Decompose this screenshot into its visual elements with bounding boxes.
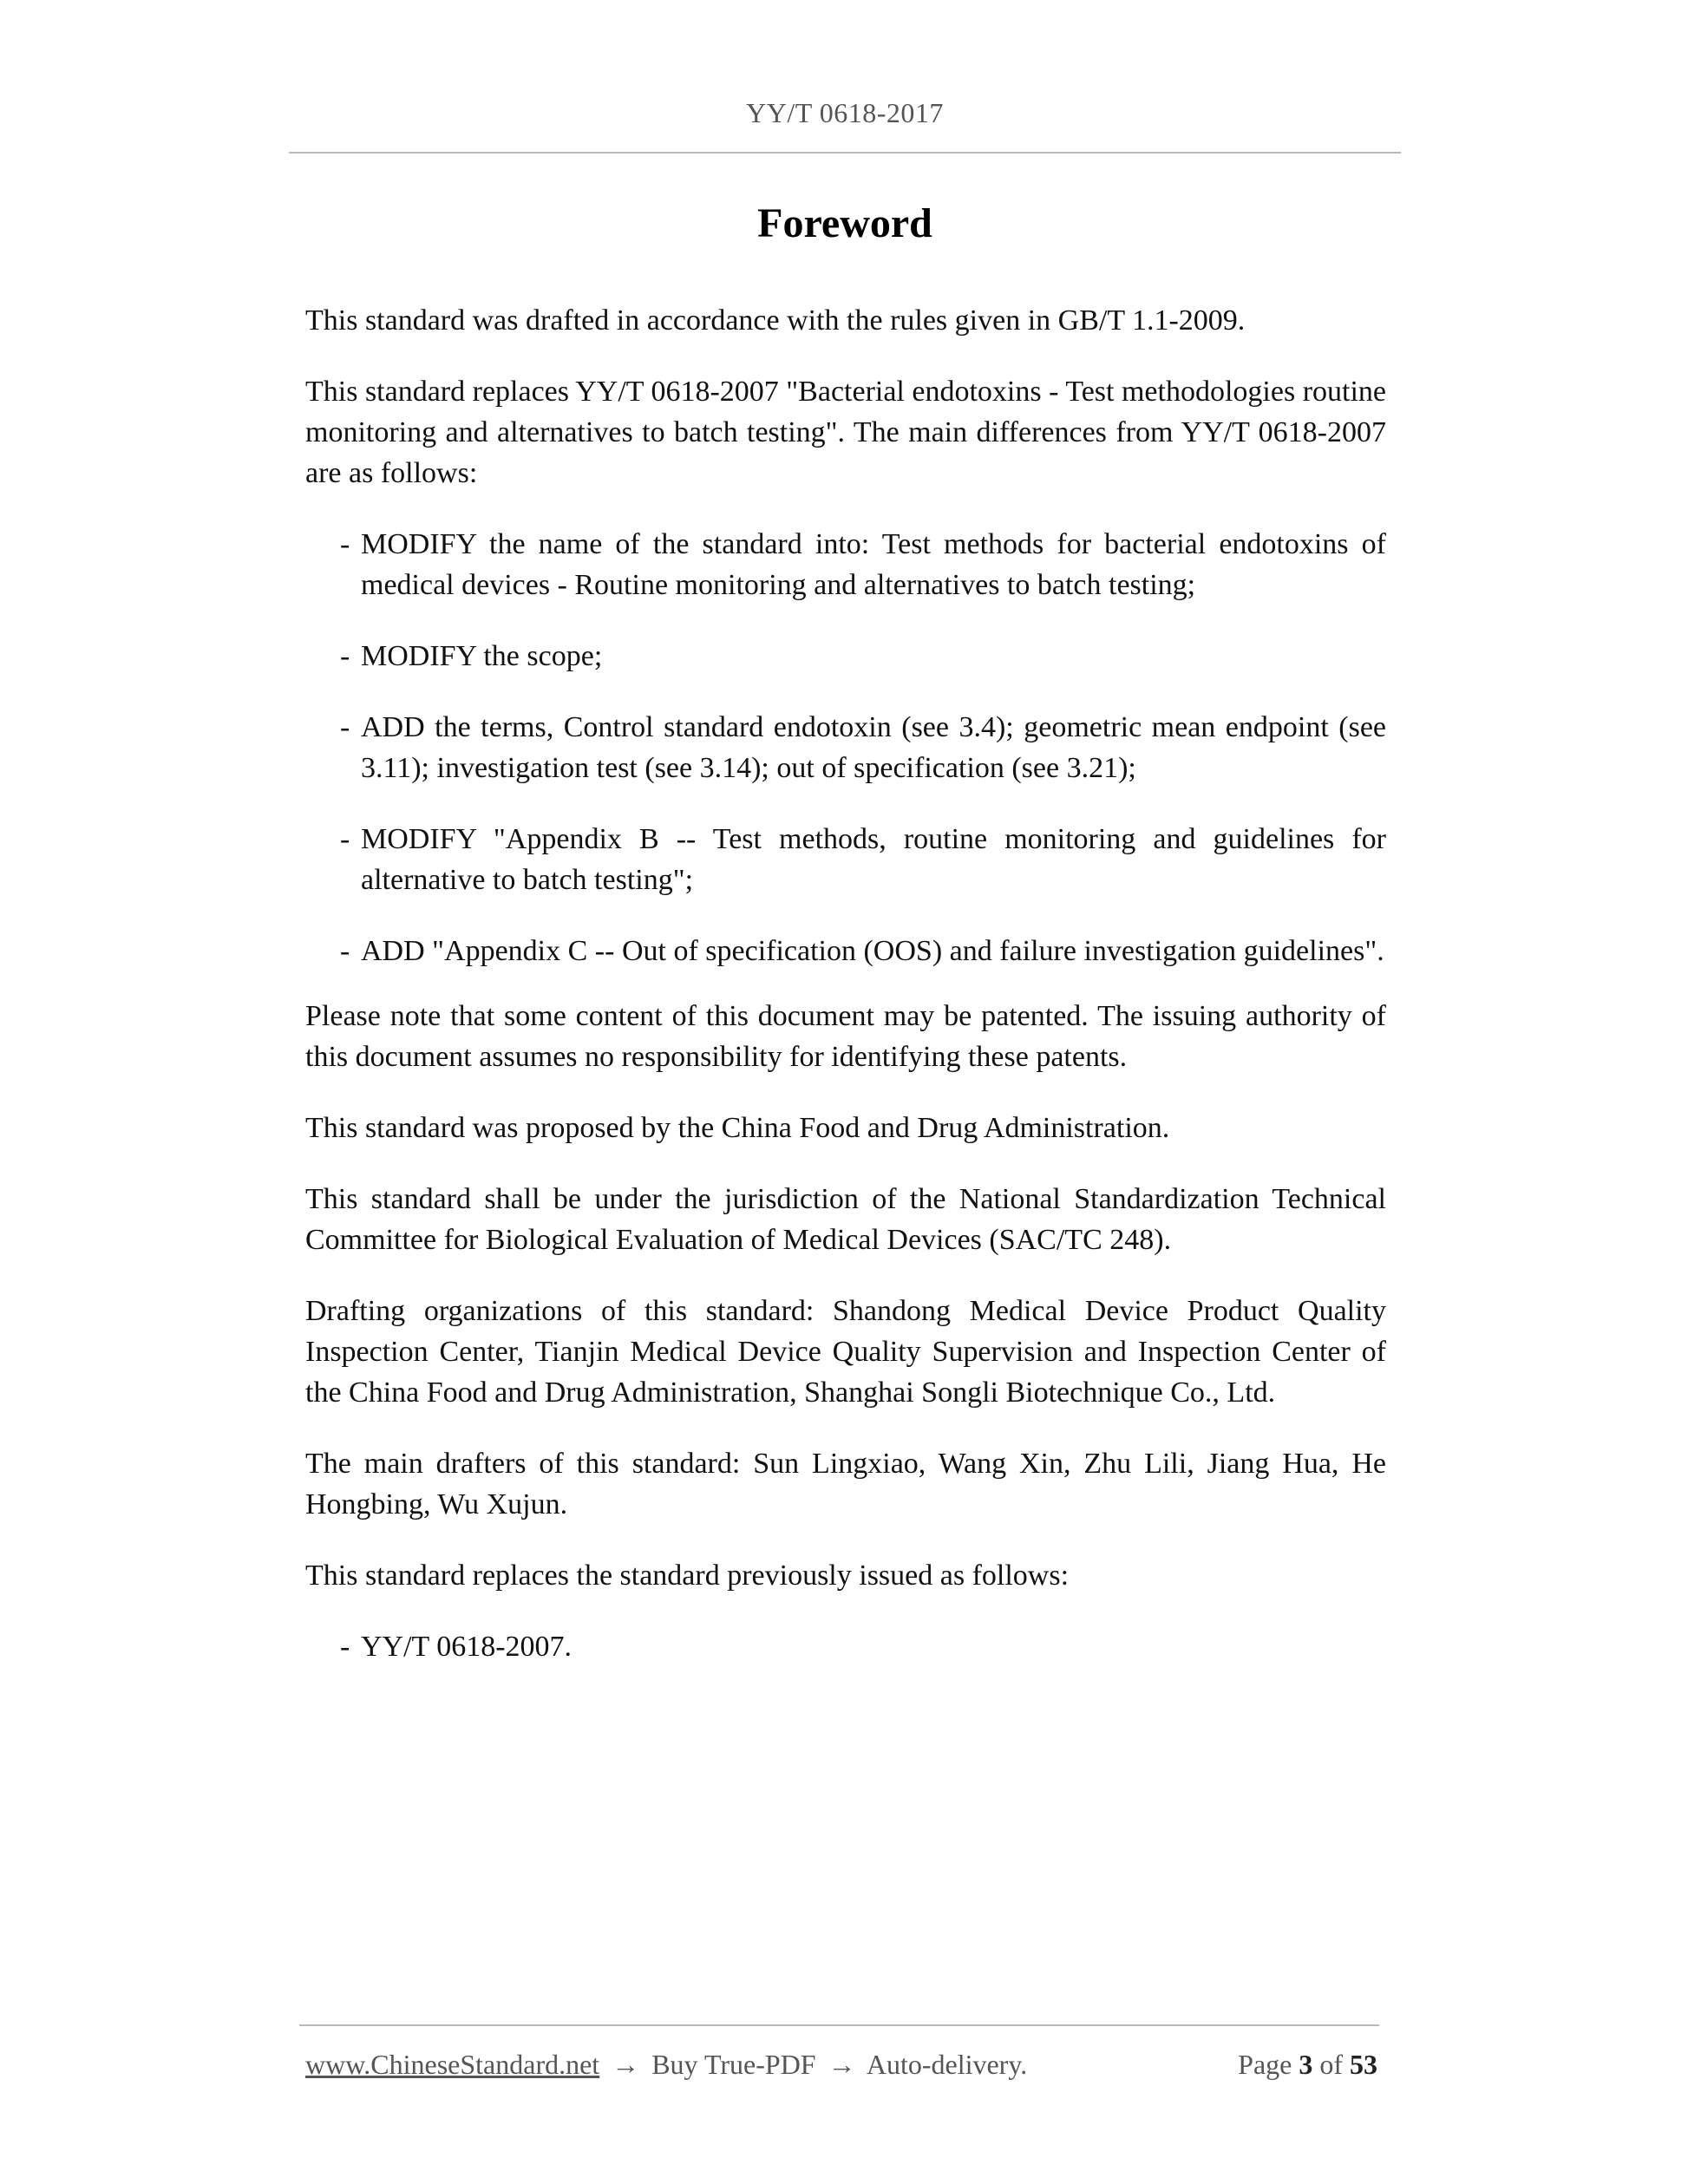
- paragraph-jurisdiction: This standard shall be under the jurisdiction of the National Standardization Technical Committee for Biological Evaluation of Medical Devices (SAC/TC 248).: [305, 1183, 1386, 1256]
- change-item-text: ADD "Appendix C -- Out of specification (OOS) and failure investigation guidelines".: [361, 935, 1384, 967]
- bullet-dash: -: [340, 823, 350, 855]
- page-title: Foreword: [757, 200, 932, 246]
- footer-promo: [305, 2049, 1027, 2081]
- header-divider: [289, 152, 1401, 154]
- previous-edition-text: YY/T 0618-2007.: [361, 1631, 572, 1663]
- paragraph-drafting-rules: This standard was drafted in accordance with the rules given in GB/T 1.1-2009.: [305, 304, 1246, 337]
- change-item-text: MODIFY "Appendix B -- Test methods, routine monitoring and guidelines for alternative to batch testing";: [361, 823, 1386, 896]
- site-link[interactable]: www.ChineseStandard.net: [305, 2049, 600, 2080]
- foreword-body: [305, 300, 1386, 1697]
- arrow-right-icon: →: [612, 2049, 640, 2080]
- change-item: [305, 524, 1386, 605]
- paragraph-drafting-organizations: Drafting organizations of this standard: Shandong Medical Device Product Quality Inspection Center, Tianjin Medical Device Quality Supervision and Inspection Center of the China Food and Drug Administration, Shanghai Songli Biotechnique Co., Ltd.: [305, 1295, 1386, 1409]
- change-item: [305, 819, 1386, 900]
- paragraph-replaces: This standard replaces YY/T 0618-2007 "Bacterial endotoxins - Test methodologies routine monitoring and alternatives to batch testing". The main differences from YY/T 0618-2007 are as follows:: [305, 376, 1386, 489]
- footer-divider: [299, 2024, 1379, 2026]
- delivery-text: Auto-delivery.: [866, 2049, 1028, 2080]
- paragraph-previous-editions: This standard replaces the standard previously issued as follows:: [305, 1560, 1070, 1592]
- current-page-number: 3: [1299, 2049, 1313, 2080]
- bullet-dash: -: [340, 711, 350, 743]
- change-item-text: MODIFY the name of the standard into: Test methods for bacterial endotoxins of medical devices - Routine monitoring and alternatives to batch testing;: [361, 528, 1386, 601]
- page-indicator: [1238, 2049, 1377, 2081]
- total-pages-number: 53: [1350, 2049, 1377, 2080]
- bullet-dash: -: [340, 528, 350, 560]
- bullet-dash: -: [340, 1631, 350, 1663]
- paragraph-patent-notice: Please note that some content of this document may be patented. The issuing authority of this document assumes no responsibility for identifying these patents.: [305, 1000, 1386, 1073]
- change-item: [305, 636, 1386, 677]
- paragraph-proposed-by: This standard was proposed by the China Food and Drug Administration.: [305, 1112, 1170, 1144]
- bullet-dash: -: [340, 935, 350, 967]
- running-header: YY/T 0618-2017: [746, 97, 944, 128]
- page-word: Page: [1238, 2049, 1292, 2080]
- buy-text: Buy True-PDF: [651, 2049, 816, 2080]
- of-word: of: [1319, 2049, 1343, 2080]
- change-item-text: ADD the terms, Control standard endotoxin (see 3.4); geometric mean endpoint (see 3.11); investigation test (see 3.14); out of specification (see 3.21);: [361, 711, 1386, 784]
- change-item: [305, 707, 1386, 788]
- change-item-text: MODIFY the scope;: [361, 640, 603, 672]
- arrow-right-icon: →: [828, 2049, 856, 2080]
- previous-edition-item: [305, 1626, 1386, 1667]
- bullet-dash: -: [340, 640, 350, 672]
- paragraph-main-drafters: The main drafters of this standard: Sun Lingxiao, Wang Xin, Zhu Lili, Jiang Hua, He Hongbing, Wu Xujun.: [305, 1448, 1386, 1520]
- change-item: [305, 931, 1386, 971]
